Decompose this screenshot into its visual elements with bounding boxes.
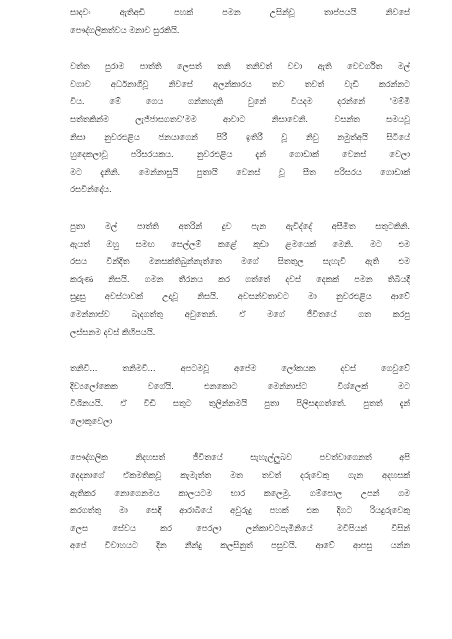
text-line: පෞද්ගලිකත්වය මනාව සුරකියි. bbox=[70, 24, 180, 35]
text-line: ඇතිකර නොගෙනමය කාලයටම භාර කලෙමු. ගම්පොල උපන් ගම bbox=[70, 487, 410, 498]
text-line: සාදවං ඇතිඅඩි පහක් පමන උසින්වූ තාප්පයයි නිවසේ bbox=[70, 7, 410, 17]
text-line: මට දැනිනි. මෙන්නාසුයි පුතායි වෙනස් වූ සීත පරිසරය ගොඩාක් bbox=[70, 166, 410, 177]
text-line: වගාව අර්ධනාගිවූ නිවසේ අලන්කාරය තව තවත් වැඩි කරන්නට bbox=[70, 78, 410, 89]
text-line: දෙදනාගේ ඒකමතිකවූ කැමැත්ත මත තවත් දරුවෙකු ගැන අදහසක් bbox=[70, 470, 410, 481]
text-line: නිසා නුවරඑළිය ජනයාගෙන් පිරී ඉතිරී වූ නිවු නමුත්අයි සිටියේ bbox=[70, 131, 410, 142]
paragraph-1 bbox=[70, 4, 410, 39]
text-line: සුදුසු අවස්ථාවක් උදාවූ නිසයි. අවසන්වතාවට මා නුවරඑළිය ආවේ bbox=[70, 291, 410, 302]
text-line: පුතා මල් පාත්ති අතරින් දුව පැන ඇවිද්දේ අසීමිත සතුටකිනි. bbox=[70, 220, 410, 231]
text-line: තනිවී... තනිමවී... අපටමවූ අපේම ලෝකයක දවස් ගෙවුවේ bbox=[70, 363, 410, 374]
text-line: විය. මේ ගෙය ගන්නහැකි වුනේ වියදම දරන්නේ 'මම්මි bbox=[70, 96, 410, 107]
text-line: පෞද්ගලික නිදහසත් ජීවිතයේ සැහැල්ලුබව පවත්වාගෙනත් අපි bbox=[70, 452, 410, 463]
text-line: හුදෙකලාවූ පරිසරයකය. නුවරඑළිය දැන් ගොඩාක් වෙනස් වෙලා bbox=[70, 149, 410, 160]
text-line: මෙන්නාස්ව බැදගත්තු අවුතෙන්. ඒ මගේ ජීවිතයේ ගත කරපු bbox=[70, 308, 410, 319]
text-line: වත්ත පුරාම පාත්ති ලෙසත් තනි තනිවත් වවා ඇති වෙවර්ගිත මල් bbox=[70, 61, 410, 72]
text-line: රසය වින්දිත මනසක්තිබුන්නැත්තෙ මගේ සිතතුල සැහැවී ඇති එම bbox=[70, 256, 410, 267]
story-text bbox=[70, 4, 410, 574]
paragraph-5 bbox=[70, 449, 410, 555]
text-line: ලස්සනම දවස් කිහිපයයි. bbox=[70, 326, 156, 337]
text-line: කරගත්තු මා සෙඳි ආරාබියේ අවුරුදු පහක් එක දිගට රියදුරුවෙකු bbox=[70, 505, 410, 516]
text-line: රසවින්දෝය. bbox=[70, 184, 112, 195]
text-line: සත්තකින්ම ලැජ්ජාසගතව'මම ආවාට නිසාවෙනි. වසන්ත සමයවූ bbox=[70, 113, 410, 124]
text-line: ලොකුවෙලා bbox=[70, 415, 113, 426]
text-line: කරුණ නිසයි. ගමන තීරනය කර ගත්තේ දවස් දෙකක් පමන තිබියදී bbox=[70, 273, 410, 284]
text-line: දිව්‍යලෝකෙක වගේයි. එනකොට මෙන්නාස්ට විශ්ලෙක් මට bbox=[70, 380, 410, 391]
paragraph-3 bbox=[70, 218, 410, 341]
paragraph-4 bbox=[70, 360, 410, 430]
text-line: ලෙස සේවය කර පෙරලා ලන්කාවටපැමිනියේ මවිපියන් විසින් bbox=[70, 522, 410, 533]
text-line: විශිනයයි. ඒ විඩි සතුට තුලින්නමයි පුතා පිලිසඳගත්තේ. පුතත් දැන් bbox=[70, 398, 410, 409]
text-line: ඇයත් ඔහු සමඟ සෙල්ලම් කළේ කුඩා ළමයෙක් මෙනි. මට එම bbox=[70, 238, 410, 249]
text-line: අපේ විවාහයට දින නීන්දු කලසිනුත් පසුවයි. ආවේ ආපසු යන්න bbox=[70, 540, 410, 551]
paragraph-2 bbox=[70, 58, 410, 199]
